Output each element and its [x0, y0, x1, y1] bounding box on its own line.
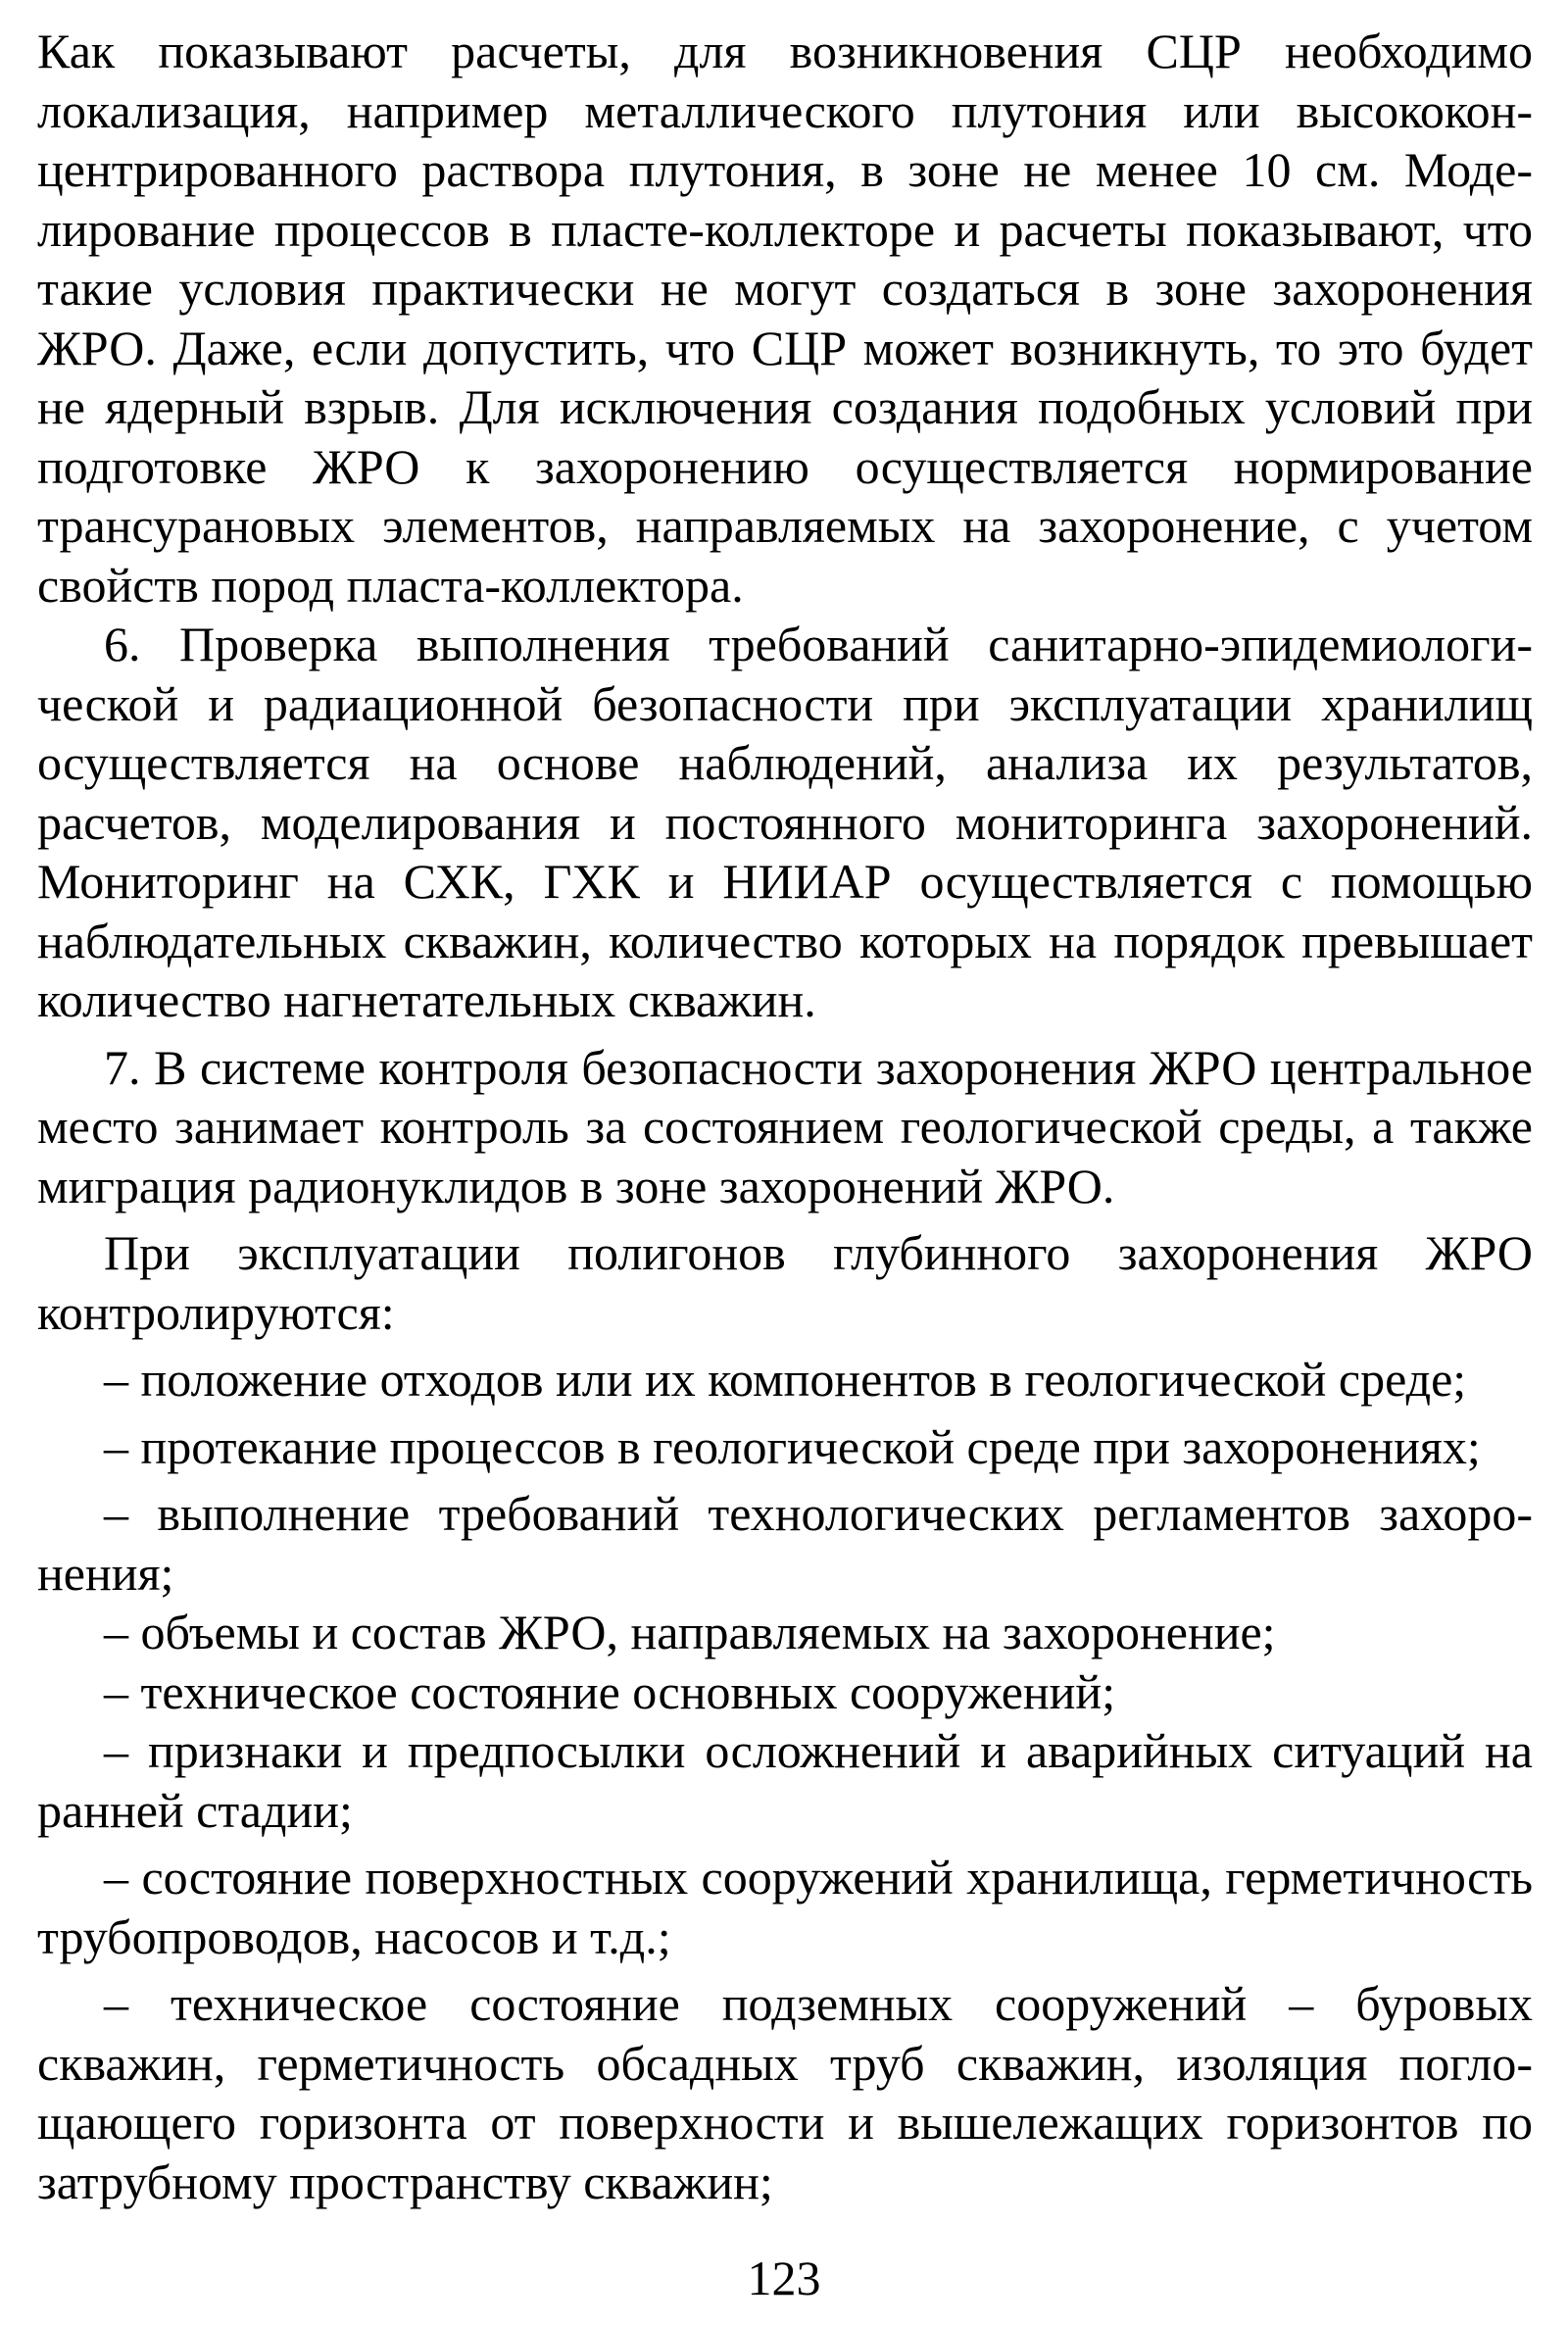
paragraph-monitoring-intro: При эксплуатации полигонов глубинного захоронения ЖРО контролируются:	[37, 1225, 1533, 1340]
paragraph-item-6: 6. Проверка выполнения требований санитарно-эпидемиологической и радиационной безопасности при эксплуатации хранилищ осуществляется на основе наблюдений, анализа их результатов, расчетов, моделирования и постоянного мониторинга захоронений. Мониторинг на СХК, ГХК и НИИАР осуществляется с помощью наблюдательных скважин, количество которых на порядок превышает количество нагнетательных скважин.	[37, 617, 1533, 1027]
page-number: 123	[747, 2251, 821, 2305]
list-item: – техническое состояние основных сооружений;	[104, 1663, 1116, 1719]
paragraph-scr-conditions: Как показывают расчеты, для возникновения СЦР необходимо локализация, например металлического плутония или высококонцентрированного раствора плутония, в зоне не менее 10 см. Моделирование процессов в пласте-коллекторе и расчеты показывают, что такие условия практически не могут создаться в зоне захоронения ЖРО. Даже, если допустить, что СЦР может возникнуть, то это будет не ядерный взрыв. Для исключения создания подобных условий при подготовке ЖРО к захоронению осуществляется нормирование трансурановых элементов, направляемых на захоронение, с учетом свойств пород пласта-коллектора.	[37, 24, 1533, 613]
list-item: – выполнение требований технологических регламентов захоронения;	[37, 1486, 1533, 1601]
list-item: – объемы и состав ЖРО, направляемых на захоронение;	[104, 1605, 1276, 1659]
page-body	[37, 22, 1533, 2305]
list-item: – состояние поверхностных сооружений хранилища, герметичность трубопроводов, насосов и т.д.;	[37, 1850, 1533, 1964]
list-item: – протекание процессов в геологической среде при захоронениях;	[104, 1418, 1481, 1474]
list-item: – признаки и предпосылки осложнений и аварийных ситуаций на ранней стадии;	[37, 1723, 1533, 1838]
list-item: – техническое состояние подземных сооружений – буровых скважин, герметичность обсадных труб скважин, изоляция поглощающего горизонта от поверхности и вышележащих горизонтов по затрубному пространству скважин;	[37, 1976, 1533, 2209]
paragraph-item-7: 7. В системе контроля безопасности захоронения ЖРО центральное место занимает контроль за состоянием геологической среды, а также миграция радионуклидов в зоне захоронений ЖРО.	[37, 1039, 1533, 1213]
list-item: – положение отходов или их компонентов в геологической среде;	[104, 1352, 1467, 1407]
